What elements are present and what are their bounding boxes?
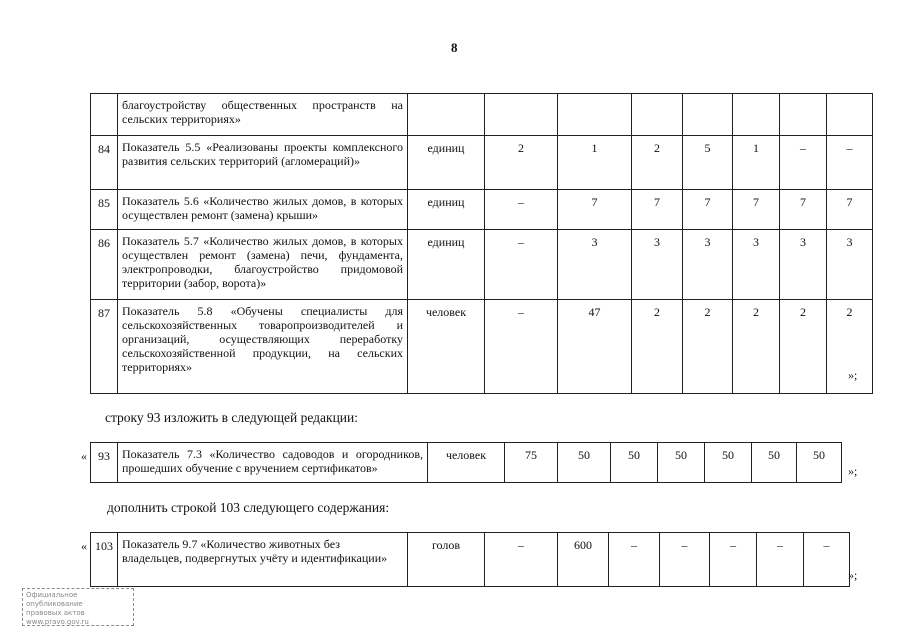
value-cell: – bbox=[757, 533, 804, 587]
unit-cell: человек bbox=[428, 443, 505, 483]
stamp-line: www.pravo.gov.ru bbox=[26, 618, 89, 626]
value-cell: 50 bbox=[611, 443, 658, 483]
value-cell: 2 bbox=[632, 136, 683, 190]
indicator-name: Показатель 5.6 «Количество жилых домов, в которых осуществлен ремонт (замена) крыши» bbox=[118, 190, 408, 230]
new-row-table bbox=[90, 532, 850, 587]
value-cell bbox=[733, 94, 780, 136]
value-cell: 3 bbox=[683, 230, 733, 300]
value-cell: – bbox=[485, 230, 558, 300]
opening-quote-mark: « bbox=[81, 449, 87, 463]
row-number: 86 bbox=[91, 230, 118, 300]
value-cell: – bbox=[609, 533, 660, 587]
table-row bbox=[91, 136, 873, 190]
row-number bbox=[91, 94, 118, 136]
value-cell: 7 bbox=[632, 190, 683, 230]
page-number: 8 bbox=[451, 40, 458, 55]
value-cell: 600 bbox=[558, 533, 609, 587]
table-row bbox=[91, 94, 873, 136]
value-cell: 1 bbox=[733, 136, 780, 190]
unit-cell: человек bbox=[408, 300, 485, 394]
value-cell: 50 bbox=[658, 443, 705, 483]
closing-quote-mark: »; bbox=[848, 568, 858, 582]
table-row bbox=[91, 190, 873, 230]
value-cell: – bbox=[710, 533, 757, 587]
unit-cell: единиц bbox=[408, 230, 485, 300]
stamp-line: Официальное опубликование bbox=[26, 591, 83, 608]
value-cell: 50 bbox=[752, 443, 797, 483]
value-cell: – bbox=[485, 300, 558, 394]
value-cell: 47 bbox=[558, 300, 632, 394]
row-number: 87 bbox=[91, 300, 118, 394]
table-row bbox=[91, 443, 842, 483]
value-cell: 50 bbox=[797, 443, 842, 483]
value-cell: 3 bbox=[733, 230, 780, 300]
closing-quote-mark: »; bbox=[848, 464, 858, 478]
row-number: 103 bbox=[91, 533, 118, 587]
value-cell: 7 bbox=[827, 190, 873, 230]
indicator-name: Показатель 5.7 «Количество жилых домов, в которых осуществлен ремонт (замена) печи, фундамента, электропроводки, благоустройство придомовой территории (забор, ворота)» bbox=[118, 230, 408, 300]
value-cell: 1 bbox=[558, 136, 632, 190]
value-cell: 3 bbox=[780, 230, 827, 300]
table-row bbox=[91, 533, 850, 587]
value-cell: – bbox=[827, 136, 873, 190]
value-cell: 2 bbox=[485, 136, 558, 190]
opening-quote-mark: « bbox=[81, 539, 87, 553]
indicator-name: благоустройству общественных пространств на сельских территориях» bbox=[118, 94, 408, 136]
value-cell: 7 bbox=[780, 190, 827, 230]
indicator-name: Показатель 5.8 «Обучены специалисты для сельскохозяйственных товаропроизводителей и организаций, осуществляющих переработку сельскохозяйственной продукции, на сельских территориях» bbox=[118, 300, 408, 394]
value-cell: 50 bbox=[558, 443, 611, 483]
value-cell: 2 bbox=[683, 300, 733, 394]
value-cell bbox=[632, 94, 683, 136]
value-cell: – bbox=[485, 190, 558, 230]
instruction-text: строку 93 изложить в следующей редакции: bbox=[105, 410, 359, 425]
publication-stamp bbox=[22, 588, 134, 626]
value-cell: 5 bbox=[683, 136, 733, 190]
replacement-row-table bbox=[90, 442, 842, 483]
unit-cell: голов bbox=[408, 533, 485, 587]
value-cell bbox=[827, 94, 873, 136]
row-number: 93 bbox=[91, 443, 118, 483]
row-number: 85 bbox=[91, 190, 118, 230]
value-cell: 2 bbox=[632, 300, 683, 394]
value-cell: 2 bbox=[780, 300, 827, 394]
closing-quote-mark: »; bbox=[848, 368, 858, 382]
value-cell: 7 bbox=[733, 190, 780, 230]
value-cell: 7 bbox=[683, 190, 733, 230]
value-cell bbox=[683, 94, 733, 136]
value-cell: 3 bbox=[827, 230, 873, 300]
value-cell: 7 bbox=[558, 190, 632, 230]
value-cell: – bbox=[485, 533, 558, 587]
value-cell: – bbox=[780, 136, 827, 190]
indicator-name: Показатель 7.3 «Количество садоводов и огородников, прошедших обучение с вручением сертификатов» bbox=[118, 443, 428, 483]
instruction-text: дополнить строкой 103 следующего содержания: bbox=[107, 500, 390, 515]
indicator-name: Показатель 5.5 «Реализованы проекты комплексного развития сельских территорий (агломераций)» bbox=[118, 136, 408, 190]
value-cell bbox=[780, 94, 827, 136]
indicator-name: Показатель 9.7 «Количество животных без владельцев, подвергнутых учёту и идентификации» bbox=[118, 533, 408, 587]
value-cell bbox=[485, 94, 558, 136]
value-cell: 3 bbox=[632, 230, 683, 300]
value-cell: – bbox=[804, 533, 850, 587]
unit-cell: единиц bbox=[408, 136, 485, 190]
unit-cell: единиц bbox=[408, 190, 485, 230]
unit-cell bbox=[408, 94, 485, 136]
value-cell: 3 bbox=[558, 230, 632, 300]
value-cell: 2 bbox=[733, 300, 780, 394]
value-cell: 75 bbox=[505, 443, 558, 483]
value-cell: 50 bbox=[705, 443, 752, 483]
value-cell bbox=[558, 94, 632, 136]
row-number: 84 bbox=[91, 136, 118, 190]
value-cell: 2 bbox=[827, 300, 873, 394]
stamp-line: правовых актов bbox=[26, 609, 85, 617]
value-cell: – bbox=[660, 533, 710, 587]
table-row bbox=[91, 300, 873, 394]
table-row bbox=[91, 230, 873, 300]
indicators-table bbox=[90, 93, 873, 394]
